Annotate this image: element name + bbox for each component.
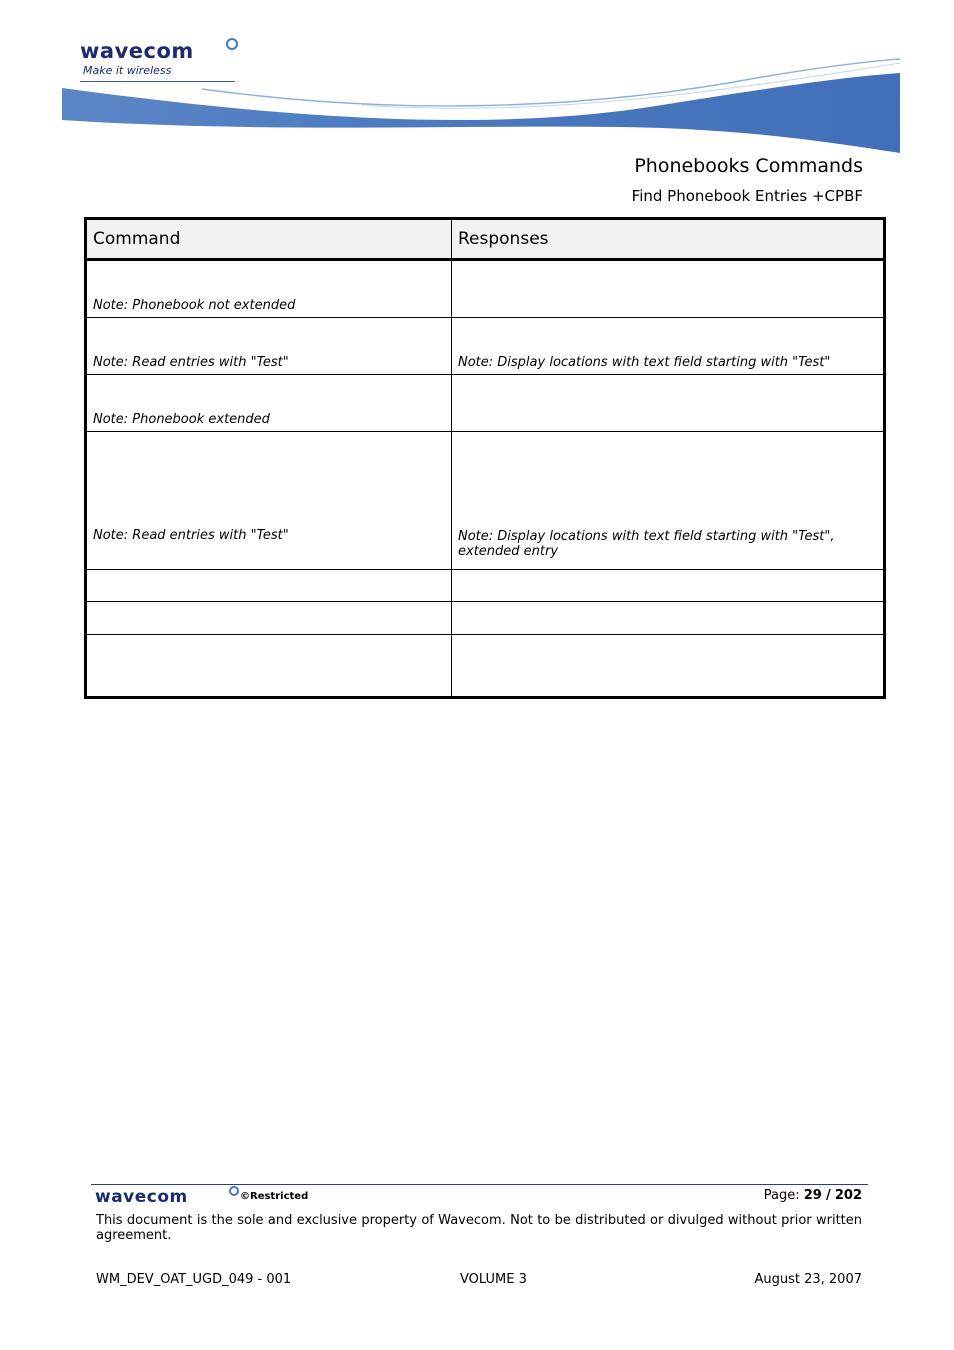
wavecom-logo-text: wavecom [80, 39, 194, 63]
table-row [86, 375, 885, 432]
page-number [764, 1188, 862, 1203]
table-row [86, 570, 885, 602]
footer-logo-swirl-icon [229, 1186, 239, 1196]
table-row [86, 432, 885, 570]
page-title: Phonebooks Commands [634, 155, 863, 177]
command-cell: Note: Read entries with "Test" [86, 432, 452, 570]
header-wave-banner [62, 55, 900, 155]
logo-swirl-icon [226, 38, 238, 50]
page-separator: / [825, 1188, 831, 1203]
document-date: August 23, 2007 [754, 1272, 862, 1287]
command-cell: Note: Phonebook not extended [86, 260, 452, 318]
table-header-row [86, 219, 885, 260]
page-subtitle: Find Phonebook Entries +CPBF [631, 187, 863, 205]
logo-tagline: Make it wireless [83, 64, 172, 77]
response-cell [452, 602, 885, 635]
response-cell [452, 635, 885, 698]
command-cell [86, 602, 452, 635]
table-row [86, 260, 885, 318]
page-current: 29 [803, 1188, 822, 1203]
response-cell [452, 260, 885, 318]
response-cell: Note: Display locations with text field starting with "Test" [452, 318, 885, 375]
column-header-responses: Responses [452, 219, 885, 260]
column-header-command: Command [86, 219, 452, 260]
command-cell [86, 635, 452, 698]
command-response-table [84, 217, 886, 699]
volume-label: VOLUME 3 [460, 1272, 527, 1287]
document-reference: WM_DEV_OAT_UGD_049 - 001 [96, 1272, 292, 1287]
page-label: Page: [763, 1188, 800, 1203]
table-row [86, 602, 885, 635]
command-cell: Note: Phonebook extended [86, 375, 452, 432]
table-row [86, 318, 885, 375]
page-total: 202 [834, 1188, 862, 1203]
command-cell [86, 570, 452, 602]
restricted-label: ©Restricted [240, 1191, 309, 1202]
response-cell: Note: Display locations with text field starting with "Test", extended entry [452, 432, 885, 570]
response-cell [452, 375, 885, 432]
footer-logo-text: wavecom [95, 1187, 188, 1207]
response-cell [452, 570, 885, 602]
command-cell: Note: Read entries with "Test" [86, 318, 452, 375]
disclaimer-text: This document is the sole and exclusive property of Wavecom. Not to be distributed or divulged without prior written agreement. [96, 1213, 862, 1243]
footer-rule [91, 1184, 868, 1185]
table-row [86, 635, 885, 698]
